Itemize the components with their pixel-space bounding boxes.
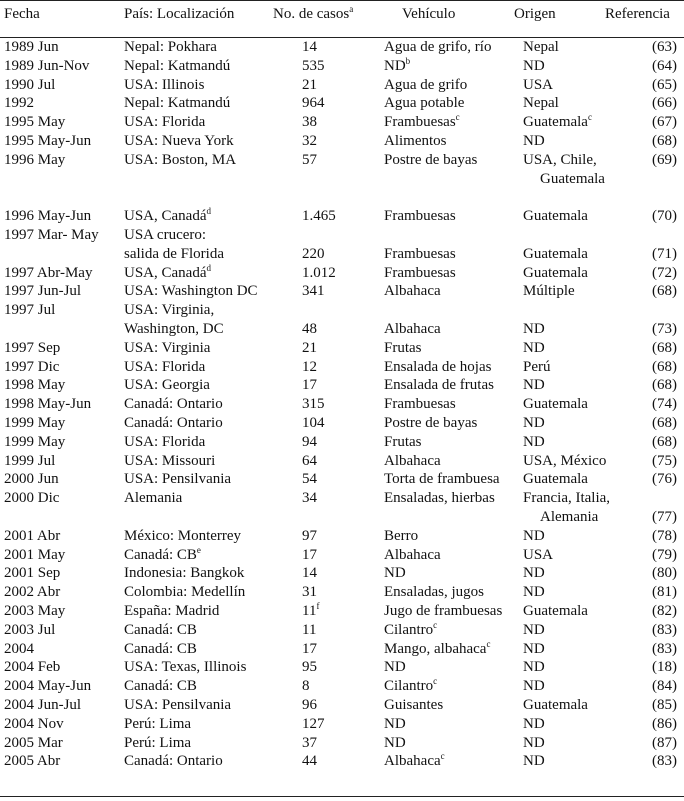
cell-referencia: (86): [652, 715, 677, 732]
cell-pais: USA: Florida: [124, 114, 206, 131]
cell-fecha: 2004: [4, 640, 34, 657]
cell-casos: 31: [302, 584, 317, 601]
cell-vehiculo: Frambuesas: [384, 245, 456, 262]
cell-fecha: 1997 Jul: [4, 302, 56, 319]
cell-referencia: (18): [652, 659, 677, 676]
cell-casos: 14: [302, 39, 317, 55]
cell-origen: ND: [523, 584, 545, 601]
cell-vehiculo: Ensalada de hojas: [384, 358, 492, 375]
cell-pais: Perú: Lima: [124, 715, 192, 732]
cell-vehiculo: $ND^b$: [384, 55, 411, 74]
cell-vehiculo: Agua de grifo, río: [384, 39, 492, 55]
cell-origen: Guatemala: [523, 603, 588, 619]
header-bottom-rule: [0, 37, 684, 38]
cell-fecha: 1999 May: [4, 415, 66, 431]
cell-referencia: (71): [652, 245, 677, 262]
cell-fecha: 1999 Jul: [4, 452, 56, 469]
cell-origen: ND: [523, 678, 545, 695]
cell-referencia: (75): [652, 452, 677, 469]
cell-origen: Guatemala: [523, 396, 588, 413]
cell-referencia: (63): [652, 39, 677, 55]
cell-origen: ND: [523, 133, 545, 149]
cell-pais: Indonesia: Bangkok: [124, 565, 245, 582]
cell-pais: USA, Canadá$^d$: [124, 206, 211, 225]
cell-pais: Colombia: Medellín: [124, 584, 246, 601]
cell-vehiculo: Frambuesas: [384, 264, 456, 281]
cell-vehiculo: Albahaca: [384, 452, 441, 469]
cell-pais-line2: Washington, DC: [124, 321, 224, 337]
cell-origen: ND: [523, 377, 545, 394]
cell-fecha: 1996 May: [4, 151, 66, 168]
cell-fecha: 2004 Jun-Jul: [4, 697, 82, 713]
cell-vehiculo: ND: [384, 734, 406, 751]
cell-fecha: 2001 Sep: [4, 565, 61, 582]
cell-origen: ND: [523, 527, 545, 544]
cell-casos: 11$^f$: [302, 601, 320, 619]
cell-referencia: (69): [652, 151, 677, 168]
cell-vehiculo: Postre de bayas: [384, 151, 478, 168]
cell-fecha: 2001 Abr: [4, 527, 61, 544]
cell-origen: ND: [523, 565, 545, 582]
cell-pais: USA crucero:: [124, 227, 207, 243]
cell-casos: 21: [302, 76, 317, 93]
cell-referencia: (84): [652, 678, 677, 695]
cell-vehiculo: Frambuesas$^c$: [384, 112, 460, 131]
cell-vehiculo: Ensalada de frutas: [384, 377, 494, 394]
cell-origen-line2: Guatemala: [540, 170, 605, 187]
cell-fecha: 2003 May: [4, 603, 66, 619]
cell-fecha: 1990 Jul: [4, 76, 56, 93]
cell-referencia: (87): [652, 734, 677, 751]
cell-casos: 57: [302, 151, 317, 168]
table-top-rule: [0, 0, 684, 1]
cell-casos: 96: [302, 697, 317, 713]
cell-referencia: (73): [652, 321, 677, 337]
cell-referencia: (77): [652, 509, 677, 525]
cell-referencia: (78): [652, 527, 677, 544]
cell-pais: Perú: Lima: [124, 734, 192, 751]
cell-origen: ND: [523, 321, 545, 337]
cell-pais: Canadá: CB: [124, 621, 197, 638]
cell-origen: Francia, Italia,: [523, 490, 611, 507]
cell-casos: 95: [302, 659, 317, 676]
cell-origen: Perú: [523, 358, 551, 375]
cell-vehiculo: Mango, albahaca$^c$: [384, 638, 491, 657]
cell-referencia: (68): [652, 133, 677, 149]
cell-casos: 17: [302, 640, 317, 657]
cell-referencia: (83): [652, 621, 677, 638]
cell-fecha: 1996 May-Jun: [4, 208, 92, 225]
cell-pais: USA: Texas, Illinois: [124, 659, 247, 676]
cell-casos: 38: [302, 114, 317, 131]
cell-fecha: 2000 Jun: [4, 471, 59, 488]
cell-vehiculo: Albahaca: [384, 546, 441, 563]
cell-origen: ND: [523, 715, 545, 732]
cell-referencia: (83): [652, 753, 677, 770]
cell-referencia: (68): [652, 358, 677, 375]
cell-pais: USA: Missouri: [124, 452, 216, 469]
cell-fecha: 2003 Jul: [4, 621, 56, 638]
header-fecha: Fecha: [4, 6, 40, 22]
cell-origen: ND: [523, 753, 545, 770]
cell-fecha: 1997 Sep: [4, 339, 61, 356]
header-vehiculo: Vehículo: [402, 6, 456, 22]
cell-pais: USA: Virginia: [124, 339, 211, 356]
cell-fecha: 1997 Mar- May: [4, 227, 99, 243]
cell-fecha: 2004 May-Jun: [4, 678, 92, 695]
cell-pais: USA: Boston, MA: [124, 151, 237, 168]
cell-casos: 8: [302, 678, 310, 695]
cell-casos: 315: [302, 396, 325, 413]
cell-vehiculo: Alimentos: [384, 133, 447, 149]
cell-vehiculo: Frambuesas: [384, 208, 456, 225]
cell-referencia: (64): [652, 57, 677, 74]
table-bottom-rule: [0, 796, 684, 797]
cell-casos: 54: [302, 471, 317, 488]
cell-vehiculo: Ensaladas, jugos: [384, 584, 484, 601]
cell-casos: 48: [302, 321, 317, 337]
cell-pais-line2: salida de Florida: [124, 245, 224, 262]
cell-referencia: (76): [652, 471, 677, 488]
cell-referencia: (65): [652, 76, 677, 93]
cell-casos: 32: [302, 133, 317, 149]
cell-fecha: 2004 Nov: [4, 715, 64, 732]
cell-pais: Canadá: $CB^e$: [124, 544, 201, 563]
cell-origen: Guatemala: [523, 697, 588, 713]
cell-referencia: (70): [652, 208, 677, 225]
cell-pais: USA, Canadá$^d$: [124, 262, 211, 281]
cell-casos: 535: [302, 57, 325, 74]
cell-casos: 17: [302, 546, 317, 563]
cell-referencia: (82): [652, 603, 677, 619]
cell-referencia: (85): [652, 697, 677, 713]
cell-fecha: 1989 Jun-Nov: [4, 57, 90, 74]
cell-origen: Guatemala: [523, 471, 588, 488]
cell-fecha: 1997 Abr-May: [4, 264, 93, 281]
cell-vehiculo: Postre de bayas: [384, 415, 478, 431]
cell-casos: 1.012: [302, 264, 336, 281]
cell-casos: 220: [302, 245, 325, 262]
cell-vehiculo: ND: [384, 715, 406, 732]
cell-referencia: (79): [652, 546, 677, 563]
cell-casos: 964: [302, 95, 325, 112]
cell-origen: ND: [523, 621, 545, 638]
cell-fecha: 2001 May: [4, 546, 66, 563]
cell-pais: Nepal: Katmandú: [124, 95, 231, 112]
cell-origen: Guatemala: [523, 245, 588, 262]
cell-fecha: 1997 Jun-Jul: [4, 283, 82, 300]
cell-origen: Nepal: [523, 39, 559, 55]
cell-vehiculo: Berro: [384, 527, 419, 544]
cell-pais: USA: Florida: [124, 433, 206, 450]
cell-pais: Canadá: CB: [124, 640, 197, 657]
cell-pais: USA: Virginia,: [124, 302, 215, 319]
cell-referencia: (74): [652, 396, 677, 413]
cell-pais: España: Madrid: [124, 603, 220, 619]
cell-vehiculo: Guisantes: [384, 697, 444, 713]
cell-pais: USA: Washington DC: [124, 283, 258, 300]
cell-referencia: (68): [652, 283, 677, 300]
cell-vehiculo: Frutas: [384, 339, 422, 356]
cell-fecha: 2004 Feb: [4, 659, 61, 676]
cell-pais: Nepal: Pokhara: [124, 39, 217, 55]
cell-origen: USA: [523, 76, 554, 93]
cell-vehiculo: Agua potable: [384, 95, 465, 112]
cell-pais: USA: Nueva York: [124, 133, 234, 149]
cell-vehiculo: Albahaca: [384, 321, 441, 337]
header-pais: País: Localización: [124, 6, 235, 22]
cell-origen: ND: [523, 415, 545, 431]
cell-vehiculo: Cilantro$^c$: [384, 676, 438, 695]
cell-vehiculo: Agua de grifo: [384, 76, 468, 93]
cell-fecha: 1992: [4, 95, 34, 112]
cell-pais: USA: Georgia: [124, 377, 210, 394]
cell-casos: 1.465: [302, 208, 336, 225]
cell-fecha: 1998 May: [4, 377, 66, 394]
cell-origen: USA, Chile,: [523, 151, 597, 168]
header-origen: Origen: [514, 6, 556, 22]
cell-vehiculo: Ensaladas, hierbas: [384, 490, 495, 507]
cell-vehiculo: Frambuesas: [384, 396, 456, 413]
cell-fecha: 2005 Abr: [4, 753, 61, 770]
cell-fecha: 1989 Jun: [4, 39, 59, 55]
cell-origen: ND: [523, 57, 545, 74]
cell-fecha: 2000 Dic: [4, 490, 60, 507]
cell-casos: 64: [302, 452, 317, 469]
cell-pais: Canadá: Ontario: [124, 753, 223, 770]
cell-casos: 44: [302, 753, 317, 770]
cell-casos: 17: [302, 377, 317, 394]
cell-referencia: (67): [652, 114, 677, 131]
cell-casos: 127: [302, 715, 325, 732]
cell-referencia: (68): [652, 433, 677, 450]
cell-pais: Nepal: Katmandú: [124, 57, 231, 74]
cell-fecha: 1998 May-Jun: [4, 396, 92, 413]
cell-vehiculo: ND: [384, 659, 406, 676]
cell-referencia: (68): [652, 377, 677, 394]
cell-referencia: (66): [652, 95, 677, 112]
cell-pais: USA: Illinois: [124, 76, 205, 93]
cell-origen: ND: [523, 339, 545, 356]
cell-pais: Canadá: Ontario: [124, 396, 223, 413]
cell-casos: 21: [302, 339, 317, 356]
cell-pais: USA: Pensilvania: [124, 471, 232, 488]
cell-origen: USA, México: [523, 452, 607, 469]
cell-vehiculo: ND: [384, 565, 406, 582]
cell-fecha: 1995 May-Jun: [4, 133, 92, 149]
cell-origen: Guatemala: [523, 264, 588, 281]
cell-casos: 34: [302, 490, 317, 507]
cell-fecha: 2002 Abr: [4, 584, 61, 601]
cell-origen: Guatemala: [523, 208, 588, 225]
cell-casos: 104: [302, 415, 325, 431]
cell-vehiculo: Cilantro$^c$: [384, 619, 438, 638]
cell-casos: 97: [302, 527, 317, 544]
cell-referencia: (68): [652, 339, 677, 356]
cell-casos: 14: [302, 565, 317, 582]
cell-origen-line2: Alemania: [540, 509, 599, 525]
cell-fecha: 2005 Mar: [4, 734, 63, 751]
cell-pais: USA: Pensilvania: [124, 697, 232, 713]
cell-fecha: 1997 Dic: [4, 358, 60, 375]
cell-origen: Múltiple: [523, 283, 575, 300]
cell-vehiculo: Albahaca$^c$: [384, 751, 445, 770]
cell-casos: 11: [302, 621, 317, 638]
cell-pais: USA: Florida: [124, 358, 206, 375]
cell-casos: 37: [302, 734, 317, 751]
cell-casos: 341: [302, 283, 325, 300]
cell-origen: ND: [523, 433, 545, 450]
cell-vehiculo: Albahaca: [384, 283, 441, 300]
cell-referencia: (83): [652, 640, 677, 657]
cell-pais: México: Monterrey: [124, 527, 242, 544]
header-casos: No. de casos$^a$: [273, 4, 354, 22]
cell-origen: ND: [523, 734, 545, 751]
cell-vehiculo: Frutas: [384, 433, 422, 450]
cell-pais: Canadá: CB: [124, 678, 197, 695]
cell-origen: Guatemala$^c$: [523, 112, 592, 131]
cell-casos: 94: [302, 433, 317, 450]
header-referencia: Referencia: [605, 6, 670, 22]
cell-referencia: (81): [652, 584, 677, 601]
cell-pais: Alemania: [124, 490, 183, 507]
cell-origen: ND: [523, 659, 545, 676]
cell-origen: ND: [523, 640, 545, 657]
cell-referencia: (68): [652, 415, 677, 431]
cell-casos: 12: [302, 358, 317, 375]
cell-vehiculo: Jugo de frambuesas: [384, 603, 503, 619]
cell-pais: Canadá: Ontario: [124, 415, 223, 431]
cell-origen: Nepal: [523, 95, 559, 112]
cell-referencia: (80): [652, 565, 677, 582]
cell-fecha: 1999 May: [4, 433, 66, 450]
cell-origen: USA: [523, 546, 554, 563]
cell-referencia: (72): [652, 264, 677, 281]
cell-vehiculo: Torta de frambuesa: [384, 471, 500, 488]
cell-fecha: 1995 May: [4, 114, 66, 131]
